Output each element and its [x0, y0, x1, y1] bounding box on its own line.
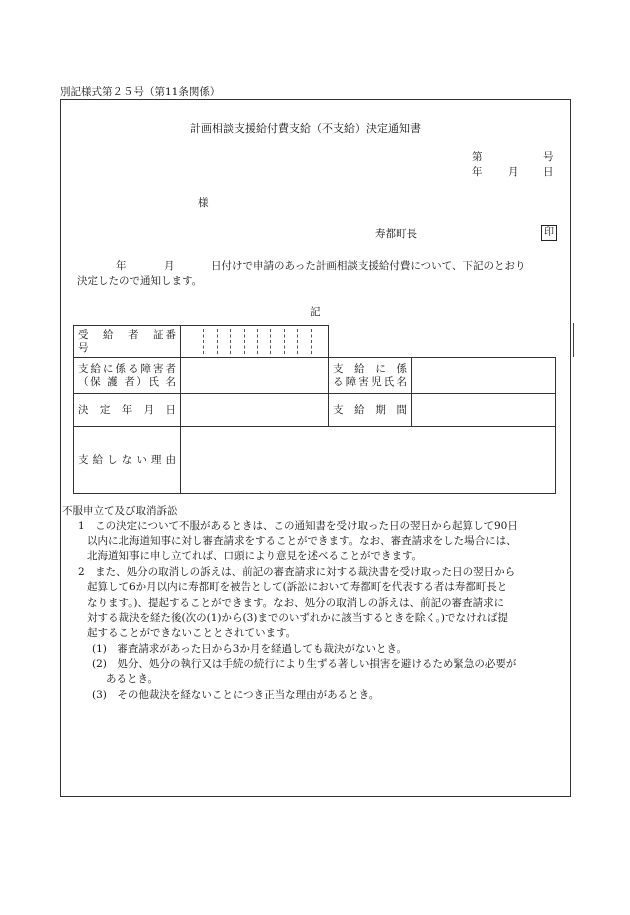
note-2-line-2: 起算して6か月以内に寿都町を被告として(訴訟において寿都町を代表する者は寿都町長と — [87, 581, 508, 593]
note-sub-2-line-2: あるとき。 — [106, 673, 159, 685]
disabled-person-name[interactable] — [181, 358, 329, 394]
issuer: 寿都町長 — [375, 228, 417, 240]
ki-label: 記 — [310, 306, 321, 318]
blank-cell — [329, 326, 556, 358]
note-2-line-5: 起することができないこととされています。 — [87, 627, 297, 639]
date-month: 月 — [508, 166, 519, 178]
body-month: 月 — [164, 260, 175, 272]
note-2-line-4: 対する裁決を経た後(次の(1)から(3)までのいずれかに該当するときを除く。)でなければ提 — [87, 612, 508, 624]
body-year: 年 — [116, 260, 127, 272]
body-line2: 決定したので通知します。 — [77, 275, 203, 287]
decision-date-value[interactable] — [181, 394, 329, 427]
note-2-line-3: なります。)、提起することができます。なお、処分の取消しの訴えは、前記の審査請求に — [87, 597, 505, 609]
addressee-suffix: 様 — [198, 197, 209, 209]
date-year: 年 — [472, 166, 483, 178]
document-title: 計画相談支援給付費支給（不支給）決定通知書 — [190, 122, 421, 135]
note-1-line-1: 1 この決定について不服があるときは、この通知書を受け取った日の翌日から起算して90日 — [78, 520, 518, 532]
form-id: 別記様式第２５号（第11条関係） — [60, 86, 221, 98]
number-dai: 第 — [472, 151, 483, 163]
note-1-line-3: 北海道知事に申し立てれば、口頭により意見を述べることができます。 — [87, 550, 423, 562]
child-name[interactable] — [412, 358, 556, 394]
decision-date-label: 決 定 年 月 日 — [74, 394, 181, 427]
note-1-line-2: 以内に北海道知事に対し審査請求をすることができます。なお、審査請求をした場合には、 — [87, 535, 517, 547]
period-label: 支 給 期 間 — [329, 394, 412, 427]
child-label: 支 給 に 係 る障害児氏名 — [329, 358, 412, 394]
notes-heading: 不服申立て及び取消訴訟 — [62, 505, 178, 517]
note-sub-1: (1) 審査請求があった日から3か月を経過しても裁決がないとき。 — [92, 643, 408, 655]
period-value[interactable] — [412, 394, 556, 427]
number-go: 号 — [543, 151, 554, 163]
seal-mark: 印 — [541, 225, 557, 241]
recipient-no-label: 受 給 者 証番 号 — [74, 326, 181, 358]
decision-table — [73, 325, 556, 494]
note-sub-2-line-1: (2) 処分、処分の執行又は手続の続行により生ずる著しい損害を避けるため緊急の必要が — [92, 658, 517, 670]
note-2-line-1: 2 また、処分の取消しの訴えは、前記の審査請求に対する裁決書を受け取った日の翌日から — [78, 566, 516, 578]
reason-label: 支給しない理由 — [74, 427, 181, 494]
body-line1: 日付けで申請のあった計画相談支援給付費について、下記のとおり — [211, 260, 526, 272]
recipient-no-digits — [181, 326, 329, 358]
reason-value[interactable] — [181, 427, 556, 494]
date-day: 日 — [543, 166, 554, 178]
edge-line — [573, 323, 574, 357]
disabled-person-label: 支給に係る障害者 （保 護 者）氏 名 — [74, 358, 181, 394]
note-sub-3: (3) その他裁決を経ないことにつき正当な理由があるとき。 — [92, 689, 380, 701]
